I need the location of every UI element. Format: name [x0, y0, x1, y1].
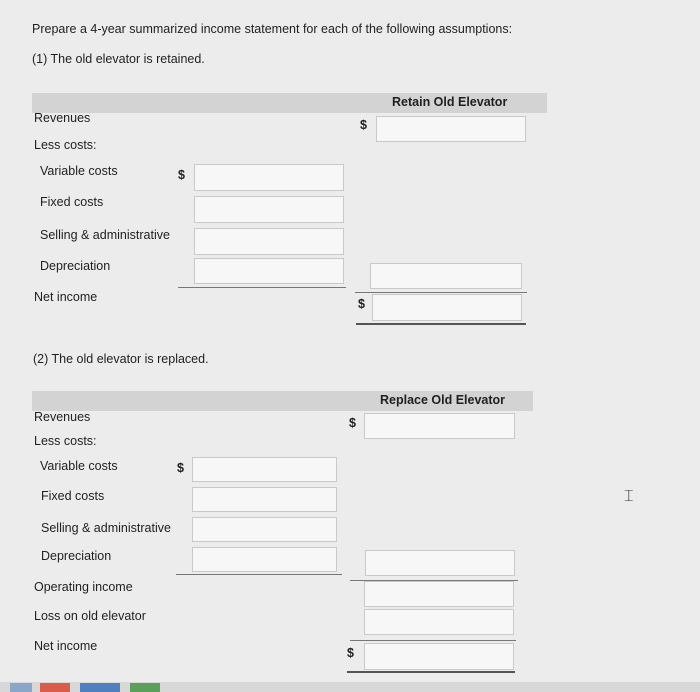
section2-variable-costs-input[interactable] — [192, 457, 337, 482]
section2-total-costs-input[interactable] — [365, 550, 515, 576]
section2-loss-label: Loss on old elevator — [34, 609, 146, 623]
section2-loss-underline — [350, 640, 516, 641]
section2-less-costs-label: Less costs: — [34, 434, 97, 448]
taskbar-icon-2[interactable] — [40, 683, 70, 692]
section2-depreciation-label: Depreciation — [41, 549, 112, 563]
section2-net-income-double-underline — [347, 671, 515, 673]
section2-loss-input[interactable] — [364, 609, 514, 635]
section1-revenues-dollar: $ — [360, 118, 367, 132]
section1-selling-admin-input[interactable] — [194, 228, 344, 255]
section1-net-income-label: Net income — [34, 290, 98, 304]
section2-variable-dollar: $ — [177, 461, 184, 475]
section2-operating-income-input[interactable] — [364, 581, 514, 607]
section1-variable-dollar: $ — [178, 168, 185, 182]
instructions-text: Prepare a 4-year summarized income statement for each of the following assumptions: — [32, 22, 513, 36]
section2-revenues-input[interactable] — [364, 413, 515, 439]
section1-variable-costs-input[interactable] — [194, 164, 344, 191]
text-cursor-icon: ⌶ — [624, 488, 634, 505]
section1-total-costs-input[interactable] — [370, 263, 522, 289]
section1-variable-costs-label: Variable costs — [40, 164, 118, 178]
section2-fixed-costs-label: Fixed costs — [41, 489, 105, 503]
section1-fixed-costs-label: Fixed costs — [40, 195, 104, 209]
section2-fixed-costs-input[interactable] — [192, 487, 337, 512]
taskbar-icon-4[interactable] — [130, 683, 160, 692]
section2-header-label: Replace Old Elevator — [380, 393, 506, 407]
section2-header-bar — [32, 391, 533, 411]
section1-net-income-input[interactable] — [372, 294, 522, 321]
section2-depreciation-underline — [176, 574, 342, 575]
section1-revenues-label: Revenues — [34, 111, 91, 125]
section1-fixed-costs-input[interactable] — [194, 196, 344, 223]
section1-revenues-input[interactable] — [376, 116, 526, 142]
section2-title: (2) The old elevator is replaced. — [33, 352, 209, 366]
section1-depreciation-input[interactable] — [194, 258, 344, 284]
section1-depreciation-label: Depreciation — [40, 259, 111, 273]
section2-selling-admin-label: Selling & administrative — [41, 521, 171, 535]
section2-variable-costs-label: Variable costs — [40, 459, 118, 473]
section1-header-bar — [32, 93, 547, 113]
section1-total-costs-underline — [355, 292, 527, 293]
section1-title: (1) The old elevator is retained. — [32, 52, 205, 66]
section1-less-costs-label: Less costs: — [34, 138, 97, 152]
section2-depreciation-input[interactable] — [192, 547, 337, 572]
section2-revenues-label: Revenues — [34, 410, 91, 424]
section2-net-income-dollar: $ — [347, 646, 354, 660]
taskbar-icon-1[interactable] — [10, 683, 32, 692]
section2-net-income-input[interactable] — [364, 643, 514, 670]
section2-revenues-dollar: $ — [349, 416, 356, 430]
section1-net-income-double-underline — [356, 323, 526, 325]
taskbar-icon-3[interactable] — [80, 683, 120, 692]
section1-net-income-dollar: $ — [358, 297, 365, 311]
section1-selling-admin-label: Selling & administrative — [40, 228, 170, 242]
section1-header-label: Retain Old Elevator — [392, 95, 508, 109]
section2-net-income-label: Net income — [34, 639, 98, 653]
section2-operating-income-label: Operating income — [34, 580, 133, 594]
section1-depreciation-underline — [178, 287, 346, 288]
section2-selling-admin-input[interactable] — [192, 517, 337, 542]
